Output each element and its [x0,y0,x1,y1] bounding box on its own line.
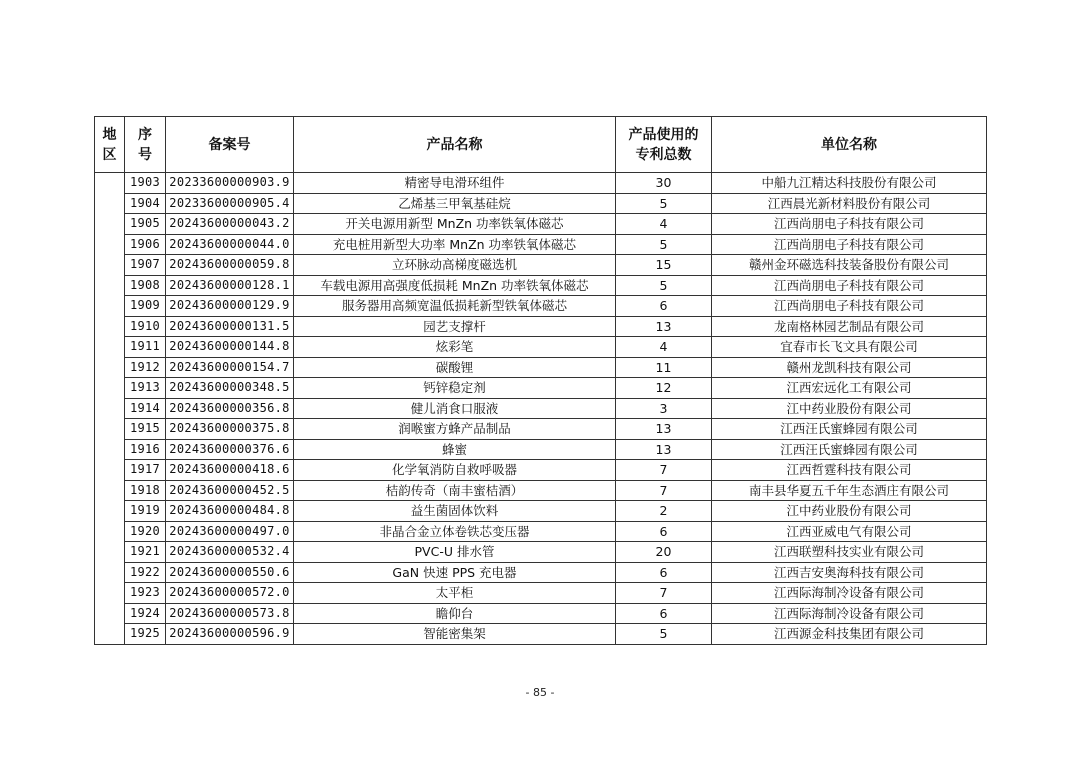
product-name-cell: 精密导电滑环组件 [294,173,616,194]
product-name-cell: 蜂蜜 [294,439,616,460]
patent-count-cell: 13 [616,419,712,440]
seq-cell: 1917 [125,460,166,481]
record-no-cell: 20243600000596.9 [166,624,294,645]
record-no-cell: 20243600000043.2 [166,214,294,235]
record-no-cell: 20243600000452.5 [166,480,294,501]
seq-cell: 1909 [125,296,166,317]
header-company-name: 单位名称 [712,117,987,173]
table-row [95,275,987,296]
patent-count-cell: 11 [616,357,712,378]
seq-cell: 1906 [125,234,166,255]
company-name-cell: 江西尚朋电子科技有限公司 [712,275,987,296]
record-no-cell: 20243600000375.8 [166,419,294,440]
patent-count-cell: 7 [616,480,712,501]
product-name-cell: 智能密集架 [294,624,616,645]
company-name-cell: 江西源金科技集团有限公司 [712,624,987,645]
product-name-cell: 立环脉动高梯度磁选机 [294,255,616,276]
product-name-cell: 化学氧消防自救呼吸器 [294,460,616,481]
company-name-cell: 江西际海制冷设备有限公司 [712,603,987,624]
table-row [95,357,987,378]
patent-count-cell: 12 [616,378,712,399]
seq-cell: 1907 [125,255,166,276]
record-no-cell: 20243600000128.1 [166,275,294,296]
patent-count-cell: 5 [616,624,712,645]
seq-cell: 1903 [125,173,166,194]
product-name-cell: 车载电源用高强度低损耗 MnZn 功率铁氧体磁芯 [294,275,616,296]
record-no-cell: 20243600000348.5 [166,378,294,399]
product-name-cell: 炫彩笔 [294,337,616,358]
header-seq: 序 号 [125,117,166,173]
record-no-cell: 20243600000532.4 [166,542,294,563]
header-region: 地 区 [95,117,125,173]
patent-product-table [94,116,987,645]
table-row [95,583,987,604]
product-name-cell: 开关电源用新型 MnZn 功率铁氧体磁芯 [294,214,616,235]
record-no-cell: 20243600000550.6 [166,562,294,583]
table-row [95,419,987,440]
seq-cell: 1914 [125,398,166,419]
table-row [95,562,987,583]
table-row [95,542,987,563]
patent-count-cell: 4 [616,214,712,235]
record-no-cell: 20243600000131.5 [166,316,294,337]
patent-count-cell: 7 [616,583,712,604]
company-name-cell: 龙南格林园艺制品有限公司 [712,316,987,337]
seq-cell: 1910 [125,316,166,337]
record-no-cell: 20243600000376.6 [166,439,294,460]
product-name-cell: 乙烯基三甲氧基硅烷 [294,193,616,214]
company-name-cell: 中船九江精达科技股份有限公司 [712,173,987,194]
table-row [95,316,987,337]
region-cell [95,173,125,645]
record-no-cell: 20243600000154.7 [166,357,294,378]
product-name-cell: 充电桩用新型大功率 MnZn 功率铁氧体磁芯 [294,234,616,255]
table-row [95,214,987,235]
patent-count-cell: 2 [616,501,712,522]
page-number: - 85 - [525,686,555,699]
product-name-cell: 健儿消食口服液 [294,398,616,419]
table-row [95,624,987,645]
company-name-cell: 江西际海制冷设备有限公司 [712,583,987,604]
record-no-cell: 20243600000418.6 [166,460,294,481]
product-name-cell: 非晶合金立体卷铁芯变压器 [294,521,616,542]
company-name-cell: 江西汪氏蜜蜂园有限公司 [712,419,987,440]
patent-count-cell: 5 [616,275,712,296]
patent-count-cell: 6 [616,603,712,624]
company-name-cell: 江西吉安奥海科技有限公司 [712,562,987,583]
table-row [95,193,987,214]
company-name-cell: 赣州金环磁选科技装备股份有限公司 [712,255,987,276]
seq-cell: 1911 [125,337,166,358]
table-row [95,234,987,255]
patent-count-cell: 3 [616,398,712,419]
table-row [95,460,987,481]
seq-cell: 1913 [125,378,166,399]
company-name-cell: 江中药业股份有限公司 [712,501,987,522]
patent-count-cell: 5 [616,234,712,255]
seq-cell: 1904 [125,193,166,214]
seq-cell: 1916 [125,439,166,460]
header-product-name: 产品名称 [294,117,616,173]
company-name-cell: 江西尚朋电子科技有限公司 [712,296,987,317]
table-row [95,398,987,419]
seq-cell: 1925 [125,624,166,645]
company-name-cell: 江西亚威电气有限公司 [712,521,987,542]
table-header-row [95,117,987,173]
product-name-cell: 钙锌稳定剂 [294,378,616,399]
record-no-cell: 20243600000356.8 [166,398,294,419]
record-no-cell: 20243600000572.0 [166,583,294,604]
seq-cell: 1920 [125,521,166,542]
patent-count-cell: 4 [616,337,712,358]
product-name-cell: PVC-U 排水管 [294,542,616,563]
patent-count-cell: 5 [616,193,712,214]
record-no-cell: 20233600000903.9 [166,173,294,194]
seq-cell: 1915 [125,419,166,440]
patent-count-cell: 6 [616,296,712,317]
record-no-cell: 20243600000044.0 [166,234,294,255]
table-row [95,378,987,399]
table-row [95,521,987,542]
header-patent-count: 产品使用的 专利总数 [616,117,712,173]
company-name-cell: 江西汪氏蜜蜂园有限公司 [712,439,987,460]
table-row [95,255,987,276]
seq-cell: 1912 [125,357,166,378]
seq-cell: 1918 [125,480,166,501]
patent-count-cell: 7 [616,460,712,481]
company-name-cell: 江西联塑科技实业有限公司 [712,542,987,563]
company-name-cell: 江西尚朋电子科技有限公司 [712,214,987,235]
seq-cell: 1924 [125,603,166,624]
company-name-cell: 江西哲霆科技有限公司 [712,460,987,481]
seq-cell: 1908 [125,275,166,296]
product-name-cell: 碳酸锂 [294,357,616,378]
table-row [95,296,987,317]
record-no-cell: 20233600000905.4 [166,193,294,214]
patent-count-cell: 13 [616,316,712,337]
company-name-cell: 江中药业股份有限公司 [712,398,987,419]
product-name-cell: 园艺支撑杆 [294,316,616,337]
table-row [95,439,987,460]
table-row [95,480,987,501]
table-body [95,173,987,645]
product-name-cell: 瞻仰台 [294,603,616,624]
seq-cell: 1905 [125,214,166,235]
company-name-cell: 江西晨光新材料股份有限公司 [712,193,987,214]
record-no-cell: 20243600000129.9 [166,296,294,317]
product-name-cell: GaN 快速 PPS 充电器 [294,562,616,583]
patent-count-cell: 15 [616,255,712,276]
product-name-cell: 益生菌固体饮料 [294,501,616,522]
patent-count-cell: 20 [616,542,712,563]
record-no-cell: 20243600000059.8 [166,255,294,276]
record-no-cell: 20243600000144.8 [166,337,294,358]
patent-count-cell: 6 [616,521,712,542]
record-no-cell: 20243600000497.0 [166,521,294,542]
company-name-cell: 江西尚朋电子科技有限公司 [712,234,987,255]
company-name-cell: 赣州龙凯科技有限公司 [712,357,987,378]
table-row [95,501,987,522]
table-row [95,337,987,358]
header-record-no: 备案号 [166,117,294,173]
patent-count-cell: 13 [616,439,712,460]
product-name-cell: 服务器用高频宽温低损耗新型铁氧体磁芯 [294,296,616,317]
product-name-cell: 润喉蜜方蜂产品制品 [294,419,616,440]
product-name-cell: 太平柜 [294,583,616,604]
patent-count-cell: 6 [616,562,712,583]
seq-cell: 1922 [125,562,166,583]
company-name-cell: 宜春市长飞文具有限公司 [712,337,987,358]
seq-cell: 1919 [125,501,166,522]
company-name-cell: 江西宏远化工有限公司 [712,378,987,399]
seq-cell: 1921 [125,542,166,563]
table-row [95,603,987,624]
product-name-cell: 桔韵传奇（南丰蜜桔酒） [294,480,616,501]
seq-cell: 1923 [125,583,166,604]
table-row [95,173,987,194]
company-name-cell: 南丰县华夏五千年生态酒庄有限公司 [712,480,987,501]
record-no-cell: 20243600000484.8 [166,501,294,522]
patent-count-cell: 30 [616,173,712,194]
record-no-cell: 20243600000573.8 [166,603,294,624]
